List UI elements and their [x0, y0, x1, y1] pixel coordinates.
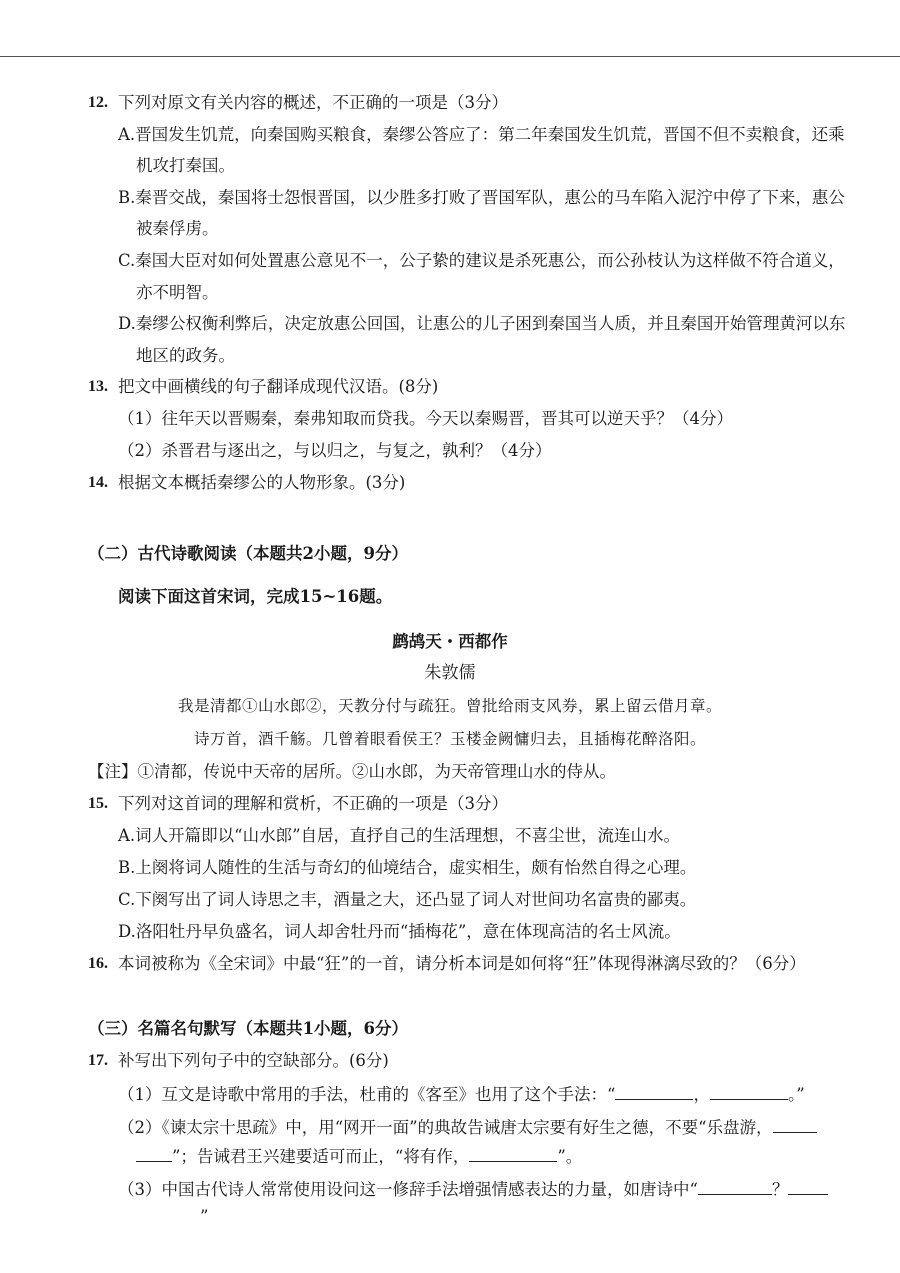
option-a: A.词人开篇即以“山水郎”自居，直抒自己的生活理想，不喜尘世，流连山水。	[118, 826, 681, 845]
option-c: C.下阕写出了词人诗思之丰，酒量之大，还凸显了词人对世间功名富贵的鄙夷。	[118, 890, 697, 909]
item-3-question-mark: ？	[771, 1180, 789, 1199]
answer-blank[interactable]	[710, 1083, 788, 1100]
answer-blank[interactable]	[773, 1116, 817, 1133]
item-2-text: （2）《谏太宗十思疏》中，用“网开一面”的典故告诫唐太宗要有好生之德，不要“乐盘游，	[118, 1118, 773, 1137]
answer-blank[interactable]	[615, 1083, 693, 1100]
question-number-16: 16.	[88, 955, 108, 972]
option-c-line2: 亦不明智。	[136, 283, 219, 302]
answer-blank[interactable]	[136, 1145, 172, 1162]
question-17-item-3-line1	[118, 1178, 828, 1201]
poem-line-1: 我是清都①山水郎②，天教分付与疏狂。曾批给雨支风券，累上留云借月章。	[177, 697, 722, 715]
header-rule	[0, 56, 900, 57]
option-b-line1: B.秦晋交战，秦国将士怨恨晋国，以少胜多打败了晋国军队，惠公的马车陷入泥泞中停了下来，惠公	[118, 188, 845, 207]
item-2-end: ”。	[557, 1147, 583, 1166]
question-number-17: 17.	[88, 1052, 108, 1069]
question-14-stem: 根据文本概括秦缪公的人物形象。(3分)	[118, 473, 406, 492]
item-1-comma: ，	[693, 1085, 710, 1104]
poem-note: 【注】①清都，传说中天帝的居所。②山水郎，为天帝管理山水的侍从。	[88, 762, 616, 781]
item-3-text: （3）中国古代诗人常常使用设问这一修辞手法增强情感表达的力量，如唐诗中“	[118, 1180, 698, 1199]
question-12-stem: 下列对原文有关内容的概述，不正确的一项是（3分）	[118, 93, 508, 112]
question-number-15: 15.	[88, 795, 108, 812]
answer-blank[interactable]	[788, 1178, 828, 1195]
option-c-line1: C.秦国大臣对如何处置惠公意见不一，公子絷的建议是杀死惠公，而公孙枝认为这样做不符合道义，	[118, 251, 845, 270]
question-number-12: 12.	[88, 94, 108, 111]
poem-author: 朱敦儒	[424, 663, 476, 683]
item-1-end: 。”	[787, 1085, 805, 1104]
question-number-13: 13.	[88, 378, 108, 395]
poem-title: 鹧鸪天・西都作	[392, 632, 508, 651]
section-2-title: （二）古代诗歌阅读（本题共2小题，9分）	[88, 544, 408, 563]
question-17-item-2-line2	[136, 1145, 582, 1168]
item-2-text-2: ”；告诫君王兴建要适可而止，“将有作，	[172, 1147, 470, 1166]
poem-line-2: 诗万首，酒千觞。几曾着眼看侯王？玉楼金阙慵归去，且插梅花醉洛阳。	[193, 730, 706, 748]
section-2-intro: 阅读下面这首宋词，完成15~16题。	[118, 587, 393, 606]
option-a-line1: A.晋国发生饥荒，向秦国购买粮食，秦缪公答应了：第二年秦国发生饥荒，晋国不但不卖粮食，还乘	[118, 125, 845, 144]
option-d-line2: 地区的政务。	[136, 346, 235, 365]
answer-blank[interactable]	[698, 1178, 772, 1195]
question-17-item-1	[118, 1083, 805, 1106]
question-13-stem: 把文中画横线的句子翻译成现代汉语。(8分)	[118, 377, 439, 396]
question-16-stem: 本词被称为《全宋词》中最“狂”的一首，请分析本词是如何将“狂”体现得淋漓尽致的？（6分）	[118, 954, 806, 973]
section-3-title: （三）名篇名句默写（本题共1小题，6分）	[88, 1019, 408, 1038]
option-d: D.洛阳牡丹早负盛名，词人却舍牡丹而“插梅花”，意在体现高洁的名士风流。	[118, 922, 681, 941]
question-15-stem: 下列对这首词的理解和赏析，不正确的一项是（3分）	[118, 794, 508, 813]
option-b-line2: 被秦俘虏。	[136, 219, 219, 238]
question-17-stem: 补写出下列句子中的空缺部分。(6分)	[118, 1051, 389, 1070]
question-number-14: 14.	[88, 474, 108, 491]
question-17-item-3-line2: ”	[200, 1207, 209, 1226]
question-17-item-2-line1	[118, 1116, 817, 1139]
question-13-sentence-1: （1）往年天以晋赐秦，秦弗知取而贷我。今天以秦赐晋，晋其可以逆天乎？（4分）	[118, 409, 733, 428]
item-1-text: （1）互文是诗歌中常用的手法，杜甫的《客至》也用了这个手法：“	[118, 1085, 616, 1104]
question-13-sentence-2: （2）杀晋君与逐出之，与以归之，与复之，孰利？（4分）	[118, 441, 552, 460]
answer-blank[interactable]	[469, 1145, 557, 1162]
option-b: B.上阕将词人随性的生活与奇幻的仙境结合，虚实相生，颇有怡然自得之心理。	[118, 858, 697, 877]
option-d-line1: D.秦缪公权衡利弊后，决定放惠公回国，让惠公的儿子困到秦国当人质，并且秦国开始管理黄河以东	[118, 314, 846, 333]
option-a-line2: 机攻打秦国。	[136, 156, 235, 175]
